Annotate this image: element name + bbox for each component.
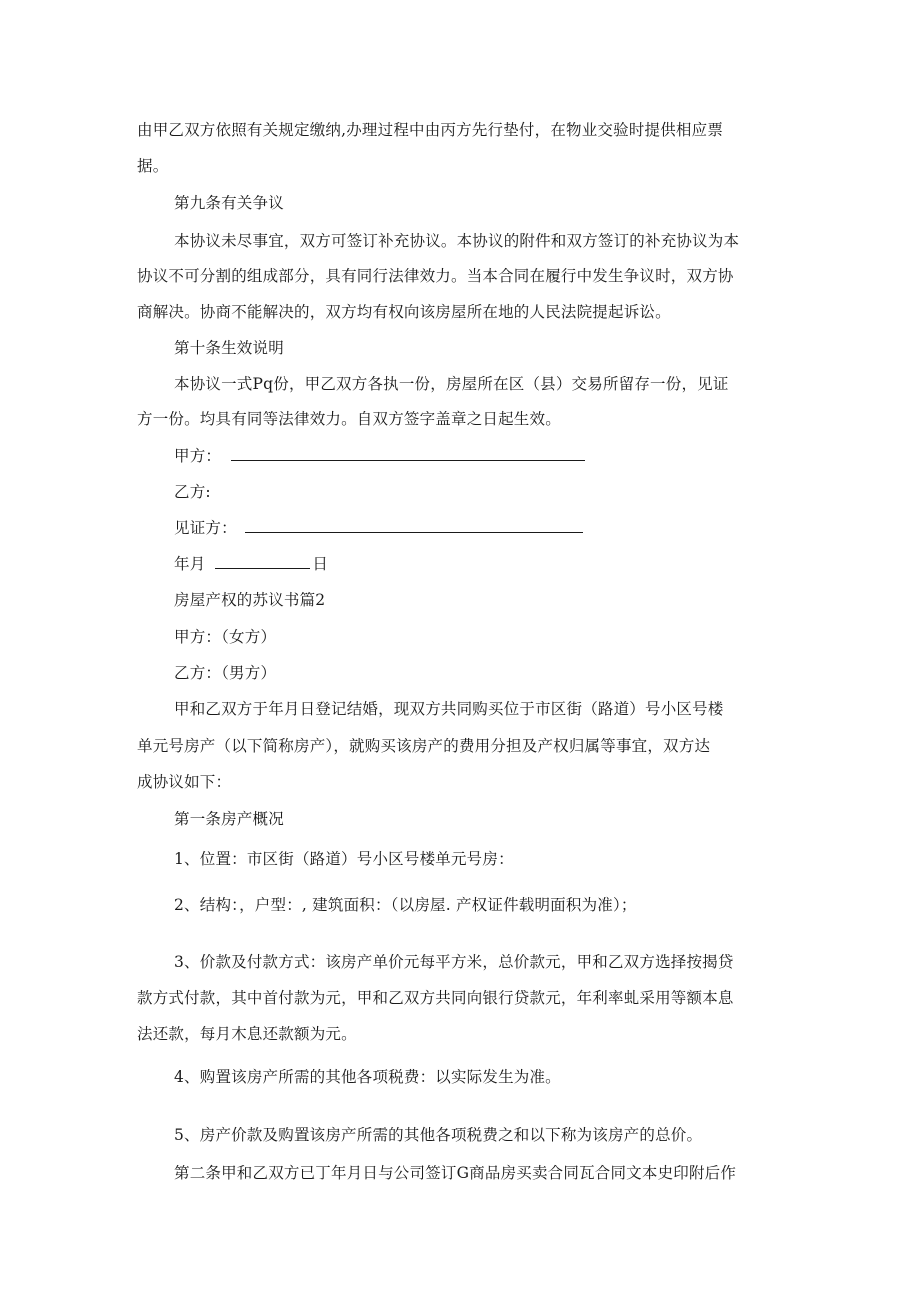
body-line: 协议不可分割的组成部分，具有同行法律效力。当本合同在履行中发生争议时，双方协: [137, 267, 734, 285]
list-item: 3、价款及付款方式：该房产单价元每平方米，总价款元，甲和乙双方选择按揭贷: [174, 953, 734, 971]
date-prefix: 年月: [174, 555, 206, 573]
date-suffix: 日: [312, 555, 329, 573]
article-heading: 第十条生效说明: [174, 339, 284, 357]
witness-blank[interactable]: [245, 518, 583, 533]
body-line: 第二条甲和乙双方已丁年月日与公司签订G商品房买卖合同瓦合同文本史印附后作: [174, 1164, 737, 1182]
article-heading: 第一条房产概况: [174, 810, 284, 828]
list-item-continuation: 法还款，每月木息还款额为元。: [137, 1025, 357, 1043]
list-item: 1、位置：市区街（路道）号小区号楼单元号房：: [174, 850, 514, 868]
party-b-line: 乙方：（男方）: [174, 664, 277, 682]
article-heading: 第九条有关争议: [174, 194, 284, 212]
party-a-line: 甲方：（女方）: [174, 628, 277, 646]
list-item: 5、房产价款及购置该房产所需的其他各项税费之和以下称为该房产的总价。: [174, 1126, 703, 1144]
list-item: 4、购置该房产所需的其他各项税费：以实际发生为准。: [174, 1068, 561, 1086]
body-line: 成协议如下：: [137, 773, 232, 791]
section-title: 房屋产权的苏议书篇2: [174, 591, 326, 609]
party-a-blank[interactable]: [231, 446, 585, 461]
body-line: 方一份。均具有同等法律效力。自双方签字盖章之日起生效。: [137, 410, 561, 428]
body-line: 甲和乙双方于年月日登记结婚，现双方共同购买位于市区街（路道）号小区号楼: [174, 700, 724, 718]
party-b-label: 乙方:: [174, 483, 211, 501]
body-line: 由甲乙双方依照有关规定缴纳,办理过程中由丙方先行垫付，在物业交验时提供相应票: [137, 121, 724, 139]
body-line: 商解决。协商不能解决的，双方均有权向该房屋所在地的人民法院提起诉讼。: [137, 303, 671, 321]
witness-signature-line: [174, 518, 583, 538]
party-a-signature-line: [174, 446, 585, 466]
body-line: 本协议一式Pq份，甲乙双方各执一份，房屋所在区（县）交易所留存一份，见证: [174, 375, 729, 393]
party-a-label: 甲方：: [174, 447, 222, 465]
body-line: 据。: [137, 157, 169, 175]
list-item-continuation: 款方式付款，其中首付款为元，甲和乙双方共同向银行贷款元，年利率虬采用等额本息: [137, 989, 734, 1007]
body-line: 单元号房产（以下简称房产），就购买该房产的费用分担及产权归属等事宜，双方达: [137, 737, 711, 755]
list-item: 2、结构：，户型：, 建筑面积：（以房屋. 产权证件载明面积为准）；: [174, 896, 637, 914]
witness-label: 见证方：: [174, 519, 237, 537]
body-line: 本协议未尽事宜，双方可签订补充协议。本协议的附件和双方签订的补充协议为本: [174, 232, 740, 250]
date-blank[interactable]: [215, 554, 310, 569]
date-line: [174, 554, 328, 574]
